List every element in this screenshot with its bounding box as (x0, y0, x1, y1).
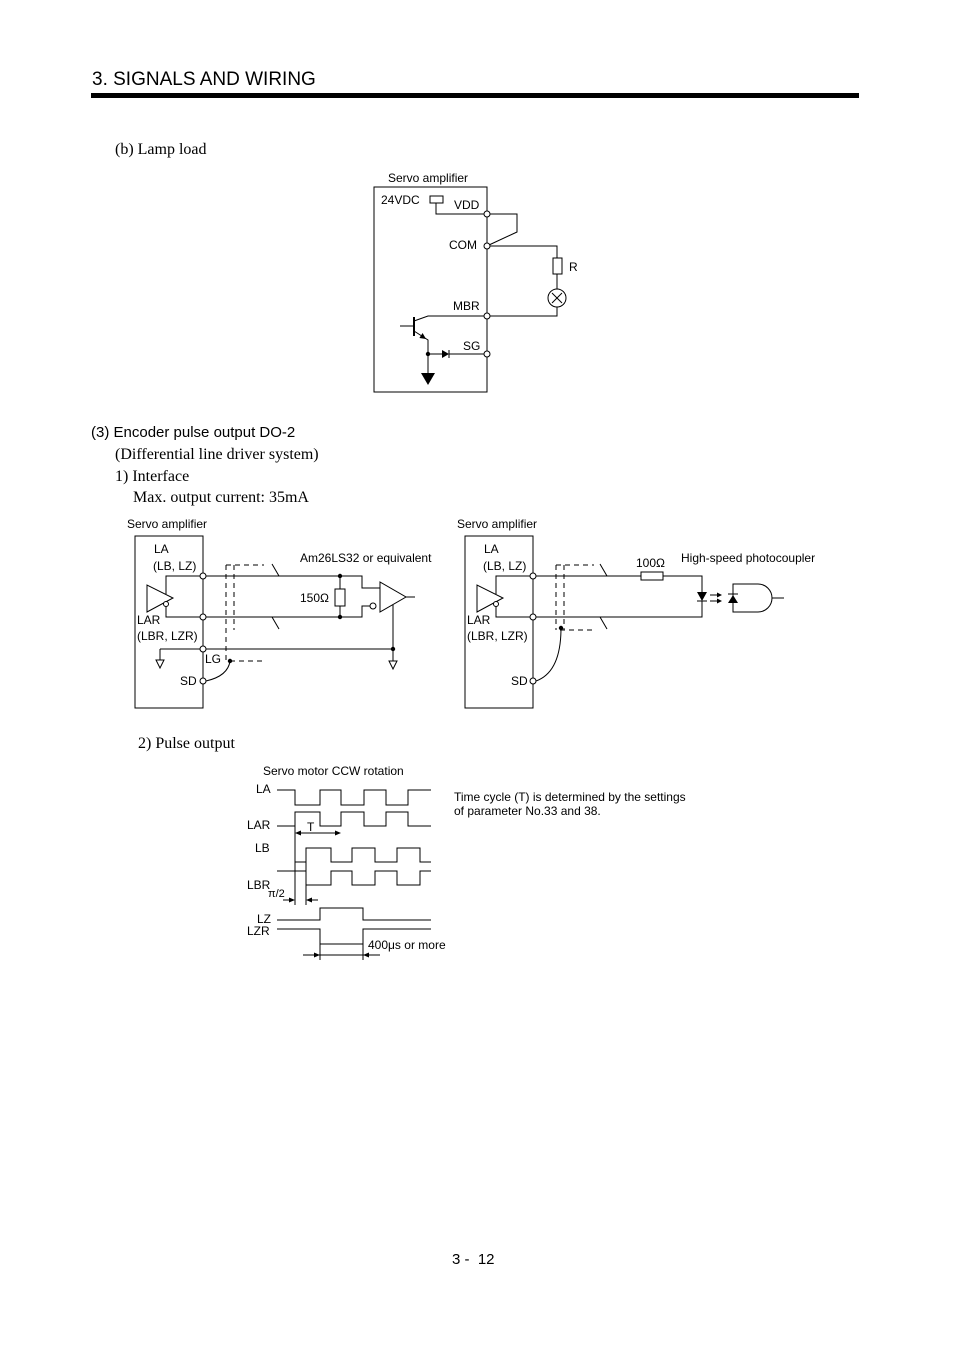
right-shield-dot (559, 626, 563, 630)
twist-mark-top (272, 564, 279, 576)
right-cable-shield (556, 564, 607, 630)
photocoupler-label: High-speed photocoupler (681, 551, 816, 565)
right-lar-label: LAR (467, 613, 491, 627)
light-arrowhead-b (717, 599, 722, 604)
timing-note-line-1: Time cycle (T) is determined by the settings (454, 790, 686, 804)
emitter-arrow-icon (419, 333, 426, 339)
lamp-servo-amplifier-label: Servo amplifier (388, 171, 469, 185)
right-la-terminal (530, 573, 536, 579)
left-lg-label: LG (205, 652, 222, 666)
zpulse-arrow-right-icon (314, 953, 320, 958)
sg-label: SG (463, 339, 481, 353)
photocoupler-gate-icon (728, 584, 784, 612)
left-la-terminal (200, 573, 206, 579)
section-title: 3. SIGNALS AND WIRING (92, 69, 316, 90)
right-twist-mark-bottom (600, 617, 607, 629)
fuse-symbol (430, 196, 443, 203)
lb-waveform (295, 848, 431, 862)
left-la-alt-label: (LB, LZ) (153, 559, 197, 573)
mbr-label: MBR (453, 299, 480, 313)
terminator-dot-bottom (338, 615, 342, 619)
light-arrowhead-a (717, 593, 722, 598)
receiver-ground-dot (391, 647, 395, 651)
pulse-output-heading: 2) Pulse output (138, 735, 235, 752)
lamp-load-diagram (374, 171, 578, 392)
sg-terminal (484, 351, 490, 357)
right-lar-terminal (530, 614, 536, 620)
line-receiver-interface-diagram (127, 517, 432, 708)
lb-signal-label: LB (255, 841, 270, 855)
lamp-load-heading: (b) Lamp load (115, 141, 207, 158)
com-terminal (484, 243, 490, 249)
lar-signal-label: LAR (247, 818, 271, 832)
ground-arrow-icon (421, 373, 435, 385)
right-driver-out-pos (496, 576, 530, 594)
lbr-signal-label: LBR (247, 878, 271, 892)
driver-out-pos (166, 576, 200, 594)
encoder-output-subheading: (Differential line driver system) (115, 446, 319, 463)
vdd-label: VDD (454, 198, 480, 212)
series-resistor-symbol (641, 572, 663, 580)
left-lar-terminal (200, 614, 206, 620)
diode-icon (442, 350, 449, 358)
diode-triangle (442, 350, 449, 358)
receiver-label: Am26LS32 or equivalent (300, 551, 432, 565)
lamp-icon (548, 289, 566, 307)
left-cable-shield (226, 564, 279, 661)
phase-arrow-left-icon (306, 898, 312, 903)
resistor-r-label: R (569, 260, 578, 274)
left-lar-label: LAR (137, 613, 161, 627)
right-lar-wire (536, 601, 702, 617)
lz-waveform (277, 908, 431, 920)
right-line-driver-icon (477, 576, 530, 617)
right-sd-terminal (530, 678, 536, 684)
right-servo-amplifier-label: Servo amplifier (457, 517, 538, 531)
photocoupler-interface-diagram (457, 517, 815, 708)
right-twist-mark-top (600, 564, 607, 576)
phase-label: π/2 (268, 888, 285, 900)
max-output-current: Max. output current: 35mA (133, 489, 309, 506)
right-driver-inverter-bubble (494, 602, 499, 607)
gate-body (733, 584, 772, 612)
receiver-inverter-bubble (370, 603, 376, 609)
vdd-terminal (484, 211, 490, 217)
right-lar-alt-label: (LBR, LZR) (467, 629, 528, 643)
twist-mark-bottom (272, 617, 279, 629)
terminator-resistor-label: 150Ω (300, 591, 329, 605)
left-shield-dot (228, 659, 232, 663)
interface-heading: 1) Interface (115, 468, 190, 485)
lzr-signal-label: LZR (247, 924, 270, 938)
led-icon (697, 592, 707, 601)
left-sd-terminal (200, 678, 206, 684)
resistor-r-symbol (553, 258, 562, 274)
left-lg-terminal (200, 646, 206, 652)
lbr-waveform (277, 871, 431, 885)
receiver-ground-icon (389, 661, 397, 669)
period-arrow-left-icon (295, 831, 301, 836)
la-waveform (277, 790, 431, 805)
right-sd-label: SD (511, 674, 528, 688)
driver-triangle (147, 585, 173, 612)
period-label: T (307, 820, 315, 834)
left-lar-alt-label: (LBR, LZR) (137, 629, 198, 643)
mbr-terminal (484, 313, 490, 319)
right-la-alt-label: (LB, LZ) (483, 559, 527, 573)
mbr-wire (490, 307, 557, 316)
left-servo-amplifier-label: Servo amplifier (127, 517, 208, 531)
encoder-output-heading: (3) Encoder pulse output DO-2 (91, 424, 296, 441)
lamp-supply-label: 24VDC (381, 193, 420, 207)
terminator-dot-top (338, 574, 342, 578)
led-triangle (697, 592, 707, 601)
timing-note-line-2: of parameter No.33 and 38. (454, 804, 601, 818)
vdd-com-jumper (489, 214, 517, 245)
phase-arrow-right-icon (289, 898, 295, 903)
series-resistor-label: 100Ω (636, 556, 665, 570)
timing-title: Servo motor CCW rotation (263, 764, 404, 778)
right-driver-out-neg (496, 607, 530, 618)
led-anode-wire (663, 576, 702, 592)
left-sd-label: SD (180, 674, 197, 688)
right-sd-shield-wire (536, 628, 561, 681)
left-ground-icon (156, 660, 164, 668)
lar-signal-wire (206, 606, 370, 617)
zpulse-arrow-left-icon (363, 953, 369, 958)
driver-out-neg (166, 607, 200, 618)
lamp-servo-amplifier-box (374, 187, 487, 392)
lz-signal-label: LZ (257, 912, 272, 926)
terminator-resistor-symbol (335, 589, 345, 606)
transistor-collector (414, 316, 484, 321)
com-label: COM (449, 238, 477, 252)
driver-inverter-bubble (164, 602, 169, 607)
la-signal-label: LA (256, 782, 271, 796)
light-arrows-icon (710, 593, 722, 604)
zpulse-width-label: 400μs or more (368, 938, 446, 952)
section-title-rule (91, 93, 859, 98)
period-arrow-right-icon (335, 831, 341, 836)
page-number: 3 - 12 (452, 1251, 495, 1268)
right-la-label: LA (484, 542, 499, 556)
com-wire (490, 246, 557, 258)
pulse-timing-diagram (247, 764, 686, 960)
right-driver-triangle (477, 585, 503, 612)
left-la-label: LA (154, 542, 169, 556)
la-signal-wire (206, 576, 380, 588)
line-driver-icon (147, 576, 200, 617)
lar-waveform (277, 812, 431, 826)
